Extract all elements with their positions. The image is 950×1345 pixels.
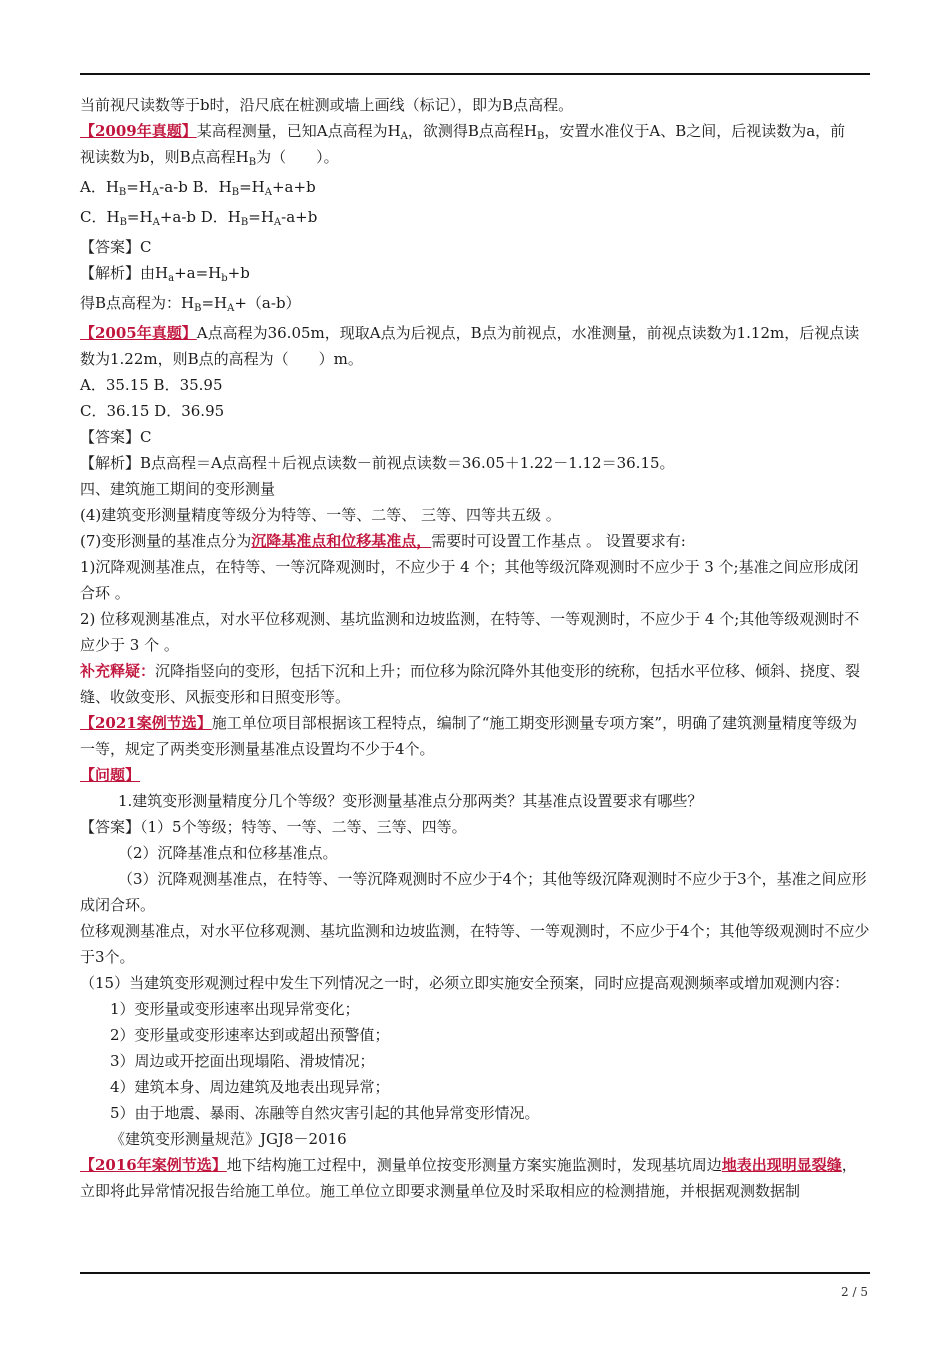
question-2009-result: 得B点高程为：$H_B=H_A+(a-b)$ <box>80 294 301 314</box>
item-7: (7)变形测量的基准点分为沉降基准点和位移基准点，需要时可设置工作基点 。 设置要求有: <box>80 532 686 550</box>
question-2005-stem-cont: 数为1.22m，则B点的高程为（ ）m。 <box>80 350 363 368</box>
paragraph-intro: 当前视尺读数等于b时，沿尺底在桩测或墙上画线（标记），即为B点高程。 <box>80 96 574 114</box>
question-label <box>80 762 870 788</box>
item-15-3: 3）周边或开挖面出现塌陷、滑坡情况； <box>110 1052 375 1070</box>
question-2009-options-ab: A．$H_B=H_A-a-b$ B．$H_B=H_A+a+b$ <box>80 178 316 198</box>
question-2009-tag: 【2009年真题】 <box>80 122 197 140</box>
case-2021-text: 【2021案例节选】施工单位项目部根据该工程特点，编制了“施工期变形测量专项方案”，明确了建筑测量精度等级为一等，规定了两类变形测量基准点设置均不少于4个。 <box>80 714 858 758</box>
question-2009-stem-cont: 视读数为b，则B点高程$H_B$为（ ）。 <box>80 148 339 168</box>
question-2005-answer: 【答案】C <box>80 428 152 446</box>
supplement-tag: 补充释疑： <box>80 662 156 680</box>
question-2005-options-ab: A．35.15 B．35.95 <box>80 376 223 394</box>
highlight-ground-crack: 地表出现明显裂缝 <box>721 1156 842 1174</box>
question-2009-stem: 【2009年真题】某高程测量，已知A点高程为$H_A$，欲测得B点高程$H_B$，安置水准仪于A、B之间，后视读数为a，前 <box>80 122 846 142</box>
source-reference: 《建筑变形测量规范》JGJ8－2016 <box>110 1130 347 1148</box>
requirement-settlement: 1)沉降观测基准点，在特等、一等沉降观测时，不应少于 4 个；其他等级沉降观测时不应少于 3 个;基准之间应形成闭合环 。 <box>80 558 859 602</box>
requirement-displacement: 2) 位移观测基准点，对水平位移观测、基坑监测和边坡监测，在特等、一等观测时，不应少于 4 个;其他等级观测时不应少于 3 个 。 <box>80 610 860 654</box>
page-number: 2 / 5 <box>841 1285 868 1299</box>
item-4: (4)建筑变形测量精度等级分为特等、一等、二等、 三等、四等共五级 。 <box>80 506 561 524</box>
item-15-4: 4）建筑本身、周边建筑及地表出现异常； <box>110 1078 390 1096</box>
answer-1: 【答案】（1）5个等级；特等、一等、二等、三等、四等。 <box>80 818 467 836</box>
question-tag: 【问题】 <box>80 766 141 784</box>
highlight-benchmark-types: 沉降基准点和位移基准点， <box>251 532 432 550</box>
document-body <box>80 92 870 1204</box>
case-2016-text: 【2016年案例节选】地下结构施工过程中，测量单位按变形测量方案实施监测时，发现基坑周边地表出现明显裂缝，立即将此异常情况报告给施工单位。施工单位立即要求测量单位及时采取相应的检测措施，并根据观测数据制 <box>80 1156 857 1200</box>
case-2016-tag: 【2016年案例节选】 <box>80 1156 227 1174</box>
section-title: 四、建筑施工期间的变形测量 <box>80 480 276 498</box>
question-2005-stem: 【2005年真题】A点高程为36.05m，现取A点为后视点，B点为前视点，水准测量，前视点读数为1.12m，后视点读 <box>80 324 860 342</box>
answer-4: 位移观测基准点，对水平位移观测、基坑监测和边坡监测，在特等、一等观测时，不应少于4个；其他等级观测时不应少于3个。 <box>80 922 870 966</box>
item-15-1: 1）变形量或变形速率出现异常变化； <box>110 1000 360 1018</box>
answer-2: （2）沉降基准点和位移基准点。 <box>118 844 338 862</box>
question-2009-answer: 【答案】C <box>80 238 152 256</box>
question-2009-analysis: 【解析】由$H_a+a=H_b+b$ <box>80 264 250 284</box>
question-2005-analysis: 【解析】B点高程＝A点高程＋后视点读数－前视点读数＝36.05＋1.22－1.12＝36.15。 <box>80 454 675 472</box>
supplement-note: 补充释疑：沉降指竖向的变形，包括下沉和上升；而位移为除沉降外其他变形的统称，包括水平位移、倾斜、挠度、裂缝、收敛变形、风振变形和日照变形等。 <box>80 662 861 706</box>
item-15-5: 5）由于地震、暴雨、冻融等自然灾害引起的其他异常变形情况。 <box>110 1104 540 1122</box>
case-2021-tag: 【2021案例节选】 <box>80 714 212 732</box>
header-rule <box>80 73 870 75</box>
question-1: 1.建筑变形测量精度分几个等级？变形测量基准点分那两类？其基准点设置要求有哪些？ <box>118 792 703 810</box>
item-15-2: 2）变形量或变形速率达到或超出预警值； <box>110 1026 390 1044</box>
question-2009-options-cd: C．$H_B=H_A+a-b$ D．$H_B=H_A-a+b$ <box>80 208 318 228</box>
question-2005-tag: 【2005年真题】 <box>80 324 197 342</box>
footer-rule <box>80 1272 870 1274</box>
question-2005-options-cd: C．36.15 D．36.95 <box>80 402 225 420</box>
item-15: （15）当建筑变形观测过程中发生下列情况之一时，必须立即实施安全预案，同时应提高观测频率或增加观测内容： <box>80 974 850 992</box>
answer-3: （3）沉降观测基准点，在特等、一等沉降观测时不应少于4个；其他等级沉降观测时不应少于3个，基准之间应形成闭合环。 <box>80 870 867 914</box>
